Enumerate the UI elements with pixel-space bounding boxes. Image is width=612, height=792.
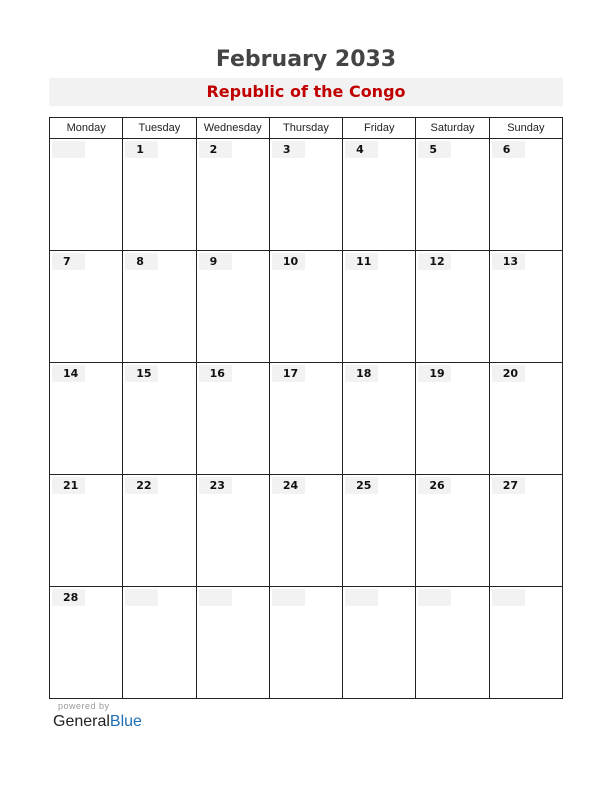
day-number: 9 xyxy=(199,253,232,270)
calendar-grid xyxy=(49,117,563,699)
day-cell xyxy=(123,139,196,251)
day-number: 12 xyxy=(418,253,451,270)
day-cell xyxy=(50,251,123,363)
day-cell xyxy=(123,475,196,587)
day-cell xyxy=(123,363,196,475)
day-number: 26 xyxy=(418,477,451,494)
day-cell xyxy=(50,475,123,587)
day-cell xyxy=(416,251,489,363)
week-row xyxy=(50,587,563,699)
country-banner xyxy=(49,78,563,106)
day-cell xyxy=(196,587,269,699)
powered-by-label: powered by xyxy=(58,701,110,711)
day-number xyxy=(418,589,451,606)
day-number: 6 xyxy=(492,141,525,158)
day-number: 8 xyxy=(125,253,158,270)
day-number xyxy=(52,141,85,158)
day-number: 20 xyxy=(492,365,525,382)
weekday-thursday: Thursday xyxy=(269,118,342,139)
day-number: 13 xyxy=(492,253,525,270)
week-row xyxy=(50,139,563,251)
day-cell xyxy=(196,139,269,251)
day-number: 2 xyxy=(199,141,232,158)
day-number: 27 xyxy=(492,477,525,494)
day-cell xyxy=(489,139,562,251)
day-cell xyxy=(269,587,342,699)
day-number: 4 xyxy=(345,141,378,158)
day-cell xyxy=(50,363,123,475)
day-number: 5 xyxy=(418,141,451,158)
day-number: 18 xyxy=(345,365,378,382)
day-cell xyxy=(269,251,342,363)
day-cell xyxy=(123,587,196,699)
day-cell xyxy=(416,475,489,587)
weekday-friday: Friday xyxy=(343,118,416,139)
day-cell xyxy=(123,251,196,363)
day-number: 23 xyxy=(199,477,232,494)
day-number: 16 xyxy=(199,365,232,382)
day-number: 21 xyxy=(52,477,85,494)
week-row xyxy=(50,251,563,363)
day-cell xyxy=(343,587,416,699)
day-number xyxy=(492,589,525,606)
day-cell xyxy=(343,251,416,363)
brand-blue-text: Blue xyxy=(109,713,142,730)
weekday-monday: Monday xyxy=(50,118,123,139)
day-number: 3 xyxy=(272,141,305,158)
day-cell xyxy=(50,587,123,699)
day-cell xyxy=(196,251,269,363)
day-cell xyxy=(50,139,123,251)
day-number xyxy=(345,589,378,606)
day-cell xyxy=(489,363,562,475)
day-number xyxy=(272,589,305,606)
day-cell xyxy=(343,363,416,475)
weekday-header-row xyxy=(50,118,563,139)
day-number xyxy=(199,589,232,606)
generalblue-logo[interactable] xyxy=(53,713,142,731)
day-number: 1 xyxy=(125,141,158,158)
weekday-sunday: Sunday xyxy=(489,118,562,139)
week-row xyxy=(50,363,563,475)
weekday-wednesday: Wednesday xyxy=(196,118,269,139)
day-cell xyxy=(489,587,562,699)
day-cell xyxy=(269,139,342,251)
brand-general-text: General xyxy=(53,713,110,730)
day-number: 11 xyxy=(345,253,378,270)
weekday-saturday: Saturday xyxy=(416,118,489,139)
day-cell xyxy=(416,139,489,251)
country-name: Republic of the Congo xyxy=(206,82,406,101)
day-cell xyxy=(343,139,416,251)
day-number: 10 xyxy=(272,253,305,270)
day-cell xyxy=(269,363,342,475)
day-number: 14 xyxy=(52,365,85,382)
weekday-tuesday: Tuesday xyxy=(123,118,196,139)
day-number: 22 xyxy=(125,477,158,494)
page-title: February 2033 xyxy=(215,47,397,72)
day-number: 25 xyxy=(345,477,378,494)
day-cell xyxy=(489,251,562,363)
day-cell xyxy=(416,587,489,699)
day-number: 28 xyxy=(52,589,85,606)
day-number: 17 xyxy=(272,365,305,382)
day-cell xyxy=(416,363,489,475)
day-number xyxy=(125,589,158,606)
day-number: 15 xyxy=(125,365,158,382)
day-number: 24 xyxy=(272,477,305,494)
day-number: 7 xyxy=(52,253,85,270)
day-cell xyxy=(196,363,269,475)
day-cell xyxy=(269,475,342,587)
day-number: 19 xyxy=(418,365,451,382)
week-row xyxy=(50,475,563,587)
day-cell xyxy=(489,475,562,587)
day-cell xyxy=(196,475,269,587)
day-cell xyxy=(343,475,416,587)
